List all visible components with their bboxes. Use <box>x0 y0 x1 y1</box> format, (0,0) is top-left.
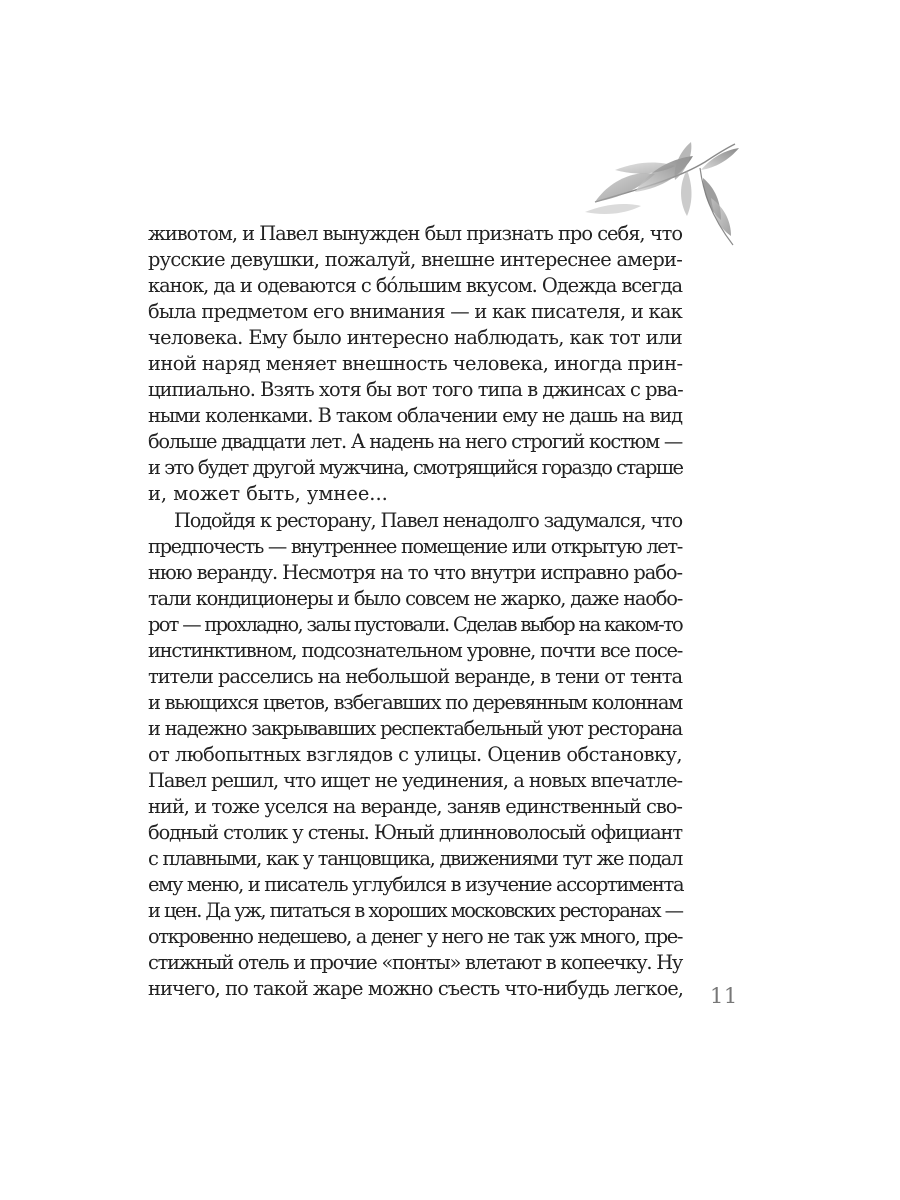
text-line: стижный отель и прочие «понты» влетают в копеечку. Ну <box>148 951 683 975</box>
text-line: была предметом его внимания — и как писателя, и как <box>148 300 682 324</box>
text-line: и это будет другой мужчина, смотрящийся гораздо старше <box>148 456 683 480</box>
body-text <box>148 221 682 1002</box>
text-line: тали кондиционеры и было совсем не жарко, даже наобо- <box>148 586 683 610</box>
text-line: русские девушки, пожалуй, внешне интереснее амери- <box>148 248 682 272</box>
text-line: инстинктивном, подсознательном уровне, почти все посе- <box>148 638 682 662</box>
text-line: ными коленками. В таком облачении ему не дашь на вид <box>148 404 682 428</box>
text-line: предпочесть — внутреннее помещение или открытую лет- <box>148 534 682 558</box>
text-line: Павел решил, что ищет не уединения, а новых впечатле- <box>148 768 682 792</box>
text-line: тители расселись на небольшой веранде, в тени от тента <box>148 664 682 688</box>
text-line: от любопытных взглядов с улицы. Оценив обстановку, <box>148 742 682 766</box>
page-number: 11 <box>710 984 738 1008</box>
text-line: и вьющихся цветов, взбегавших по деревянным колоннам <box>148 690 682 714</box>
text-line: и надежно закрывавших респектабельный уют ресторана <box>148 716 682 740</box>
text-line: и, может быть, умнее... <box>148 482 388 506</box>
text-line: ципиально. Взять хотя бы вот того типа в джинсах с рва- <box>148 378 683 402</box>
text-line: канок, да и одеваются с бóльшим вкусом. Одежда всегда <box>148 274 682 298</box>
text-line: и цен. Да уж, питаться в хороших московских ресторанах — <box>148 899 683 923</box>
text-line-paragraph-start: Подойдя к ресторану, Павел ненадолго задумался, что <box>174 508 682 532</box>
text-line: ничего, по такой жаре можно съесть что-нибудь легкое, <box>148 977 684 1001</box>
text-line: человека. Ему было интересно наблюдать, как тот или <box>148 326 682 350</box>
text-line: ему меню, и писатель углубился в изучение ассортимента <box>148 873 684 897</box>
text-line: бодный столик у стены. Юный длинноволосый официант <box>148 821 682 845</box>
text-line: животом, и Павел вынужден был признать про себя, что <box>148 222 682 245</box>
text-line: рот — прохладно, залы пустовали. Сделав выбор на каком-то <box>148 612 682 636</box>
text-line: больше двадцати лет. А надень на него строгий костюм — <box>148 430 682 454</box>
text-line: нюю веранду. Несмотря на то что внутри исправно рабо- <box>148 560 683 584</box>
text-line: с плавными, как у танцовщика, движениями тут же подал <box>148 847 682 871</box>
text-line: ний, и тоже уселся на веранде, заняв единственный сво- <box>148 795 682 819</box>
text-line: иной наряд меняет внешность человека, иногда прин- <box>148 352 683 376</box>
text-line: откровенно недешево, а денег у него не так уж много, пре- <box>148 925 682 949</box>
